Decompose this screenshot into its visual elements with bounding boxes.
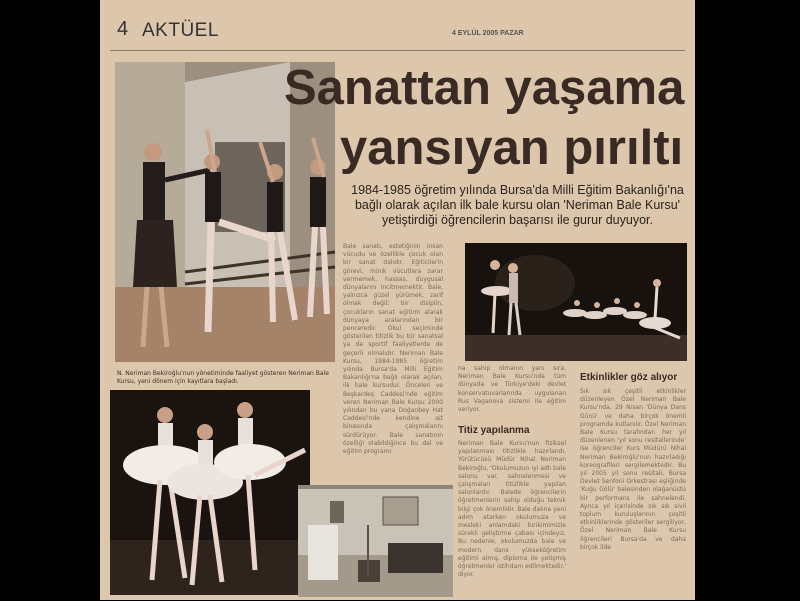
section-name: AKTÜEL — [142, 20, 219, 41]
subhead-titiz: Titiz yapılanma — [458, 425, 530, 436]
headline-line-2: yansıyan pırıltı — [340, 121, 684, 175]
subhead-etkinlik: Etkinlikler göz alıyor — [580, 372, 678, 383]
issue-date: 4 EYLÜL 2005 PAZAR — [452, 30, 524, 37]
header-rule — [110, 50, 685, 51]
article-column-1: Bale sanatı, estetiğinin insan vücudu ve özellikle çocuk olan bir sanat dalıdır. Eğiticilerin görevi, minik vücutlara zarar vermemek, hassas, duygusal dünyalarını incitmemektir. Bale, yalnızca güzel yürümek, zarif olmak değil; bir disiplin, çocukların sanat eğitimi alarak dünyaya aralarından bir penceredir. Okul seçiminde gösterilen titizlik bu tür sanatsal ya da sportif faaliyetlerde de geçerli olmalıdır. Neriman Bale Kursu, 1984-1985 öğretim yılında Bursa'da Milli Eğitim Bakanlığı'na bağlı olarak açılan, ilk bale kursudur. Önceleri ve Beşkardeş Caddesi'nde eğitim veren Neriman Bale Kursu 2000 yılından bu yana Doğanbey Hat Caddesi'nde kendine ait binasında çalışmalarını sürdürüyor. Bale sanatının özelliği olabildiğince bu dal ve eğitim programı — [343, 243, 443, 456]
page-number: 4 — [117, 18, 129, 40]
headline-line-1: Sanattan yaşama — [284, 61, 685, 115]
article-column-3: Neriman Bale Kursu'nun fiziksel yapılanması titizlikle hazırlandı. Yürütücüsü Müdür Nihal Neriman Bekiroğlu, 'Okulumuzun iyi adlı bale salonu var, sahnelenmesi ve çalışmaları titizlikle yapılan salonlardır. Balede öğrencilerin öğretmenlerin sahip olduğu teknik bilgi çok önemlidir. Bale dalına yeni adım atarken okulumuza ve mesleki anlamdaki birikimimizle sürekli geliştirme çabası içindeyiz. Bu nedenle, okulumuzda bale ve modern dans yükseköğretim eğitimi almış, diploma ile yetişmiş öğretmenler istihdam edilmektedir.' diyor. — [458, 440, 566, 579]
tutu-dancers-photo — [110, 390, 310, 595]
newspaper-page — [100, 0, 695, 600]
stage-performance-photo — [465, 243, 687, 361]
lead-paragraph: 1984-1985 öğretim yılında Bursa'da Milli Eğitim Bakanlığı'na bağlı olarak açılan ilk bale kursu olan 'Neriman Bale Kursu' yetiştirdiği öğrencilerin başarısı ile gurur duyuyor. — [351, 183, 684, 227]
article-column-4: Sık sık çeşitli etkinlikler düzenleyen Özel Neriman Bale Kursu'nda, 29 Nisan 'Dünya Dans Günü' ve daha birçok önemli programda kutlanılır. Özel Neriman Bale Kursu tarafından her yıl düzenlenen 'yıl sonu resitallerinde' ise öğrenciler Kurs Müdürü Nihal Neriman Bekiroğlu'nun hazırladığı koreografileri sergilemektedir. Bu yıl 2005 yıl sonu resitali, Bursa Devlet Senfoni Orkestrası eşliğinde 'Kuğu Gölü' balesinden olağanüstü bir performans ile sahnelendi. Ayrıca yıl içerisinde sık sık sivil toplum kuruluşlarının çeşitli etkinliklerinde gösteriler sergiliyor, Özel Neriman Bale Kursu öğrencileri Bursa'da ve daha birçok ilde — [580, 388, 686, 551]
studio-interior-photo — [298, 485, 453, 597]
article-column-2: na sahip olmanın yanı sıra, Neriman Bale Kursu'nda tüm dünyada ve Türkiye'deki devlet konservatuvarlarında uygulanan Rus Vaganova sistemi ile eğitim veriyor. — [458, 365, 566, 414]
photo-caption: N. Neriman Bekiroğlu'nun yönetiminde faaliyet gösteren Neriman Bale Kursu, yeni dönem için kayıtlara başladı. — [117, 370, 329, 385]
